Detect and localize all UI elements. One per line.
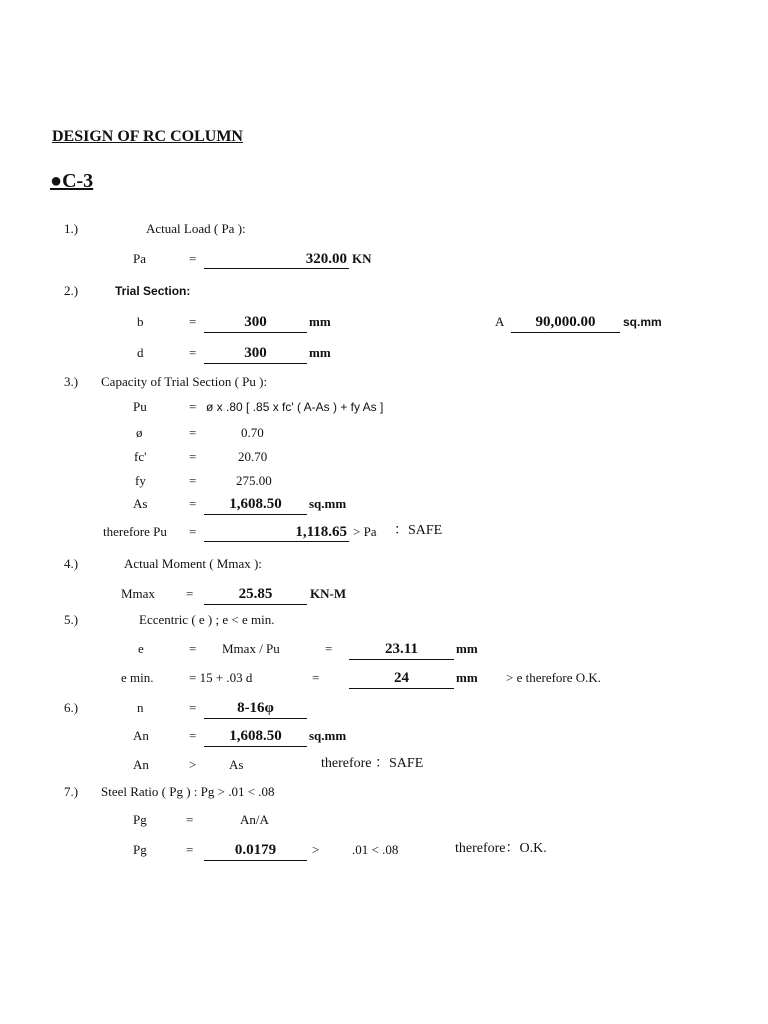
- pg2-note: therefore：O.K.: [455, 841, 547, 856]
- mmax-value: 25.85: [204, 585, 307, 605]
- column-id: ●C-3: [50, 170, 94, 192]
- b-eq: =: [189, 314, 197, 329]
- an-eq: =: [189, 728, 197, 743]
- d-value: 300: [204, 344, 307, 364]
- mmax-unit: KN-M: [310, 586, 347, 601]
- pg2-op: >: [312, 842, 320, 857]
- d-eq: =: [189, 345, 197, 360]
- step-6-number: 6.): [64, 700, 79, 715]
- phi-value: 0.70: [241, 425, 264, 440]
- emin-eq2: =: [312, 670, 320, 685]
- area-unit: sq.mm: [623, 315, 662, 329]
- pa-eq: =: [189, 251, 197, 266]
- pu-result-value: 1,118.65: [204, 523, 349, 542]
- pu-result-eq: =: [189, 524, 197, 539]
- b-value: 300: [204, 313, 307, 333]
- pa-value: 320.00: [204, 250, 349, 269]
- e-var: e: [138, 641, 144, 656]
- fy-var: fy: [135, 473, 146, 488]
- pg2-value: 0.0179: [204, 841, 307, 861]
- fy-eq: =: [189, 473, 197, 488]
- area-value: 90,000.00: [511, 313, 620, 333]
- pg1-formula: An/A: [240, 812, 269, 827]
- n-var: n: [137, 700, 144, 715]
- d-unit: mm: [309, 345, 331, 360]
- an-unit: sq.mm: [309, 728, 347, 743]
- step-2-number: 2.): [64, 283, 79, 298]
- pu-result-compare: > Pa: [353, 524, 377, 539]
- page-title: DESIGN OF RC COLUMN: [52, 128, 243, 145]
- step-5-label: Eccentric ( e ) ; e < e min.: [139, 612, 275, 627]
- pa-var: Pa: [133, 251, 146, 266]
- fc-var: fc': [134, 449, 147, 464]
- e-unit: mm: [456, 641, 478, 656]
- area-var: A: [495, 314, 505, 329]
- pg1-var: Pg: [133, 812, 147, 827]
- emin-formula: = 15 + .03 d: [189, 670, 253, 685]
- pa-unit: KN: [352, 251, 372, 266]
- step-2-label: Trial Section:: [115, 284, 191, 298]
- mmax-var: Mmax: [121, 586, 155, 601]
- e-eq: =: [189, 641, 197, 656]
- e-formula: Mmax / Pu: [222, 641, 280, 656]
- step-4-label: Actual Moment ( Mmax ):: [124, 556, 262, 571]
- mmax-eq: =: [186, 586, 194, 601]
- phi-eq: =: [189, 425, 197, 440]
- fy-value: 275.00: [236, 473, 272, 488]
- emin-value: 24: [349, 669, 454, 689]
- fc-eq: =: [189, 449, 197, 464]
- e-value: 23.11: [349, 640, 454, 660]
- d-var: d: [137, 345, 144, 360]
- step-3-label: Capacity of Trial Section ( Pu ):: [101, 374, 268, 389]
- n-value: 8-16φ: [204, 699, 307, 719]
- e-eq2: =: [325, 641, 333, 656]
- pu-var: Pu: [133, 399, 147, 414]
- b-unit: mm: [309, 314, 331, 329]
- pg1-eq: =: [186, 812, 194, 827]
- as-var: As: [133, 496, 148, 511]
- as-eq: =: [189, 496, 197, 511]
- emin-note: > e therefore O.K.: [506, 670, 602, 685]
- step-7-label: Steel Ratio ( Pg ) : Pg > .01 < .08: [101, 784, 275, 799]
- an-compare-op: >: [189, 757, 197, 772]
- step-1-label: Actual Load ( Pa ):: [146, 221, 246, 236]
- step-4-number: 4.): [64, 556, 79, 571]
- phi-var: ø: [136, 425, 143, 440]
- as-unit: sq.mm: [309, 496, 347, 511]
- pu-result-var: therefore Pu: [103, 524, 167, 539]
- pg2-var: Pg: [133, 842, 147, 857]
- fc-value: 20.70: [238, 449, 268, 464]
- pu-eq: =: [189, 399, 197, 414]
- pu-result-status: ：SAFE: [394, 523, 443, 538]
- step-3-number: 3.): [64, 374, 79, 389]
- an-compare-rhs: As: [229, 757, 244, 772]
- an-compare-var: An: [133, 757, 149, 772]
- emin-unit: mm: [456, 670, 478, 685]
- an-value: 1,608.50: [204, 727, 307, 747]
- an-compare-note: therefore ：SAFE: [321, 756, 424, 771]
- step-7-number: 7.): [64, 784, 79, 799]
- as-value: 1,608.50: [204, 495, 307, 515]
- pu-formula: ø x .80 [ .85 x fc' ( A-As ) + fy As ]: [206, 400, 384, 414]
- step-1-number: 1.): [64, 221, 79, 236]
- an-var: An: [133, 728, 149, 743]
- pg2-eq: =: [186, 842, 194, 857]
- step-5-number: 5.): [64, 612, 79, 627]
- pg2-range: .01 < .08: [352, 842, 399, 857]
- n-eq: =: [189, 700, 197, 715]
- emin-var: e min.: [121, 670, 154, 685]
- b-var: b: [137, 314, 144, 329]
